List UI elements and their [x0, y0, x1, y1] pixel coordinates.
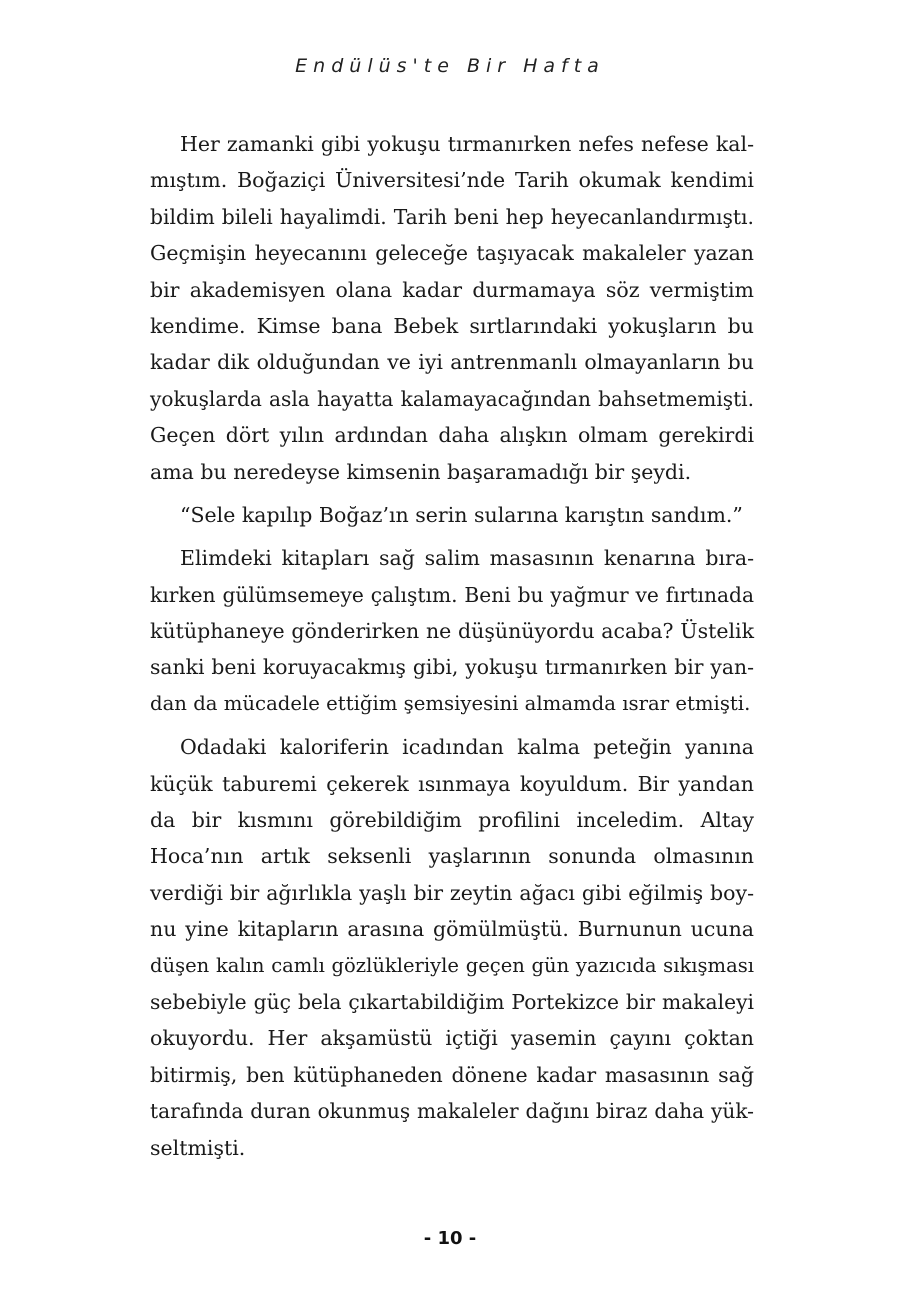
text-line: “Sele kapılıp Boğaz’ın serin sularına karıştın sandım.” [180, 502, 743, 527]
text-line: bildim bileli hayalimdi. Tarih beni hep heyecanlandırmıştı. [150, 204, 754, 229]
text-line: sanki beni koruyacakmış gibi, yokuşu tırmanırken bir yan- [150, 655, 754, 680]
text-line: sebebiyle güç bela çıkartabildiğim Portekizce bir makaleyi [150, 989, 754, 1014]
paragraph [150, 126, 754, 490]
text-line: Odadaki kaloriferin icadından kalma peteğin yanına [180, 735, 754, 760]
paragraph [150, 540, 754, 722]
text-line: tarafında duran okunmuş makaleler dağını biraz daha yük- [150, 1099, 754, 1124]
text-line: Geçen dört yılın ardından daha alışkın olmam gerekirdi [150, 423, 754, 448]
text-line: kırken gülümsemeye çalıştım. Beni bu yağmur ve fırtınada [150, 582, 754, 607]
text-line: ama bu neredeyse kimsenin başaramadığı bir şeydi. [150, 459, 692, 484]
text-line: verdiği bir ağırlıkla yaşlı bir zeytin ağacı gibi eğilmiş boy- [150, 880, 754, 905]
text-line: Her zamanki gibi yokuşu tırmanırken nefes nefese kal- [180, 132, 754, 156]
text-line: okuyordu. Her akşamüstü içtiği yasemin çayını çoktan [150, 1026, 754, 1051]
text-line: dan da mücadele ettiğim şemsiyesini almamda ısrar etmişti. [150, 691, 751, 715]
body-text [150, 126, 754, 1166]
text-line: Elimdeki kitapları sağ salim masasının kenarına bıra- [180, 546, 754, 571]
text-line: Hoca’nın artık seksenli yaşlarının sonunda olmasının [150, 844, 754, 869]
text-line: mıştım. Boğaziçi Üniversitesi’nde Tarih okumak kendimi [150, 168, 754, 193]
text-line: düşen kalın camlı gözlükleriyle geçen gün yazıcıda sıkışması [150, 953, 754, 977]
page-number: - 10 - [423, 1228, 477, 1249]
text-line: seltmişti. [150, 1135, 246, 1160]
text-line: yokuşlarda asla hayatta kalamayacağından bahsetmemişti. [150, 386, 754, 411]
text-line: bitirmiş, ben kütüphaneden dönene kadar masasının sağ [150, 1062, 754, 1087]
text-line: nu yine kitapların arasına gömülmüştü. Burnunun ucuna [150, 917, 754, 942]
text-line: kadar dik olduğundan ve iyi antrenmanlı olmayanların bu [150, 350, 754, 375]
paragraph [150, 497, 754, 533]
text-line: bir akademisyen olana kadar durmamaya söz vermiştim [150, 277, 754, 302]
text-line: kendime. Kimse bana Bebek sırtlarındaki yokuşların bu [150, 313, 754, 338]
text-line: Geçmişin heyecanını geleceğe taşıyacak makaleler yazan [150, 241, 754, 266]
paragraph [150, 729, 754, 1166]
text-line: küçük taburemi çekerek ısınmaya koyuldum. Bir yandan [150, 771, 754, 796]
text-line: kütüphaneye gönderirken ne düşünüyordu acaba? Üstelik [150, 619, 754, 644]
running-header: Endülüs'te Bir Hafta [295, 55, 605, 77]
text-line: da bir kısmını görebildiğim profilini inceledim. Altay [150, 808, 754, 833]
